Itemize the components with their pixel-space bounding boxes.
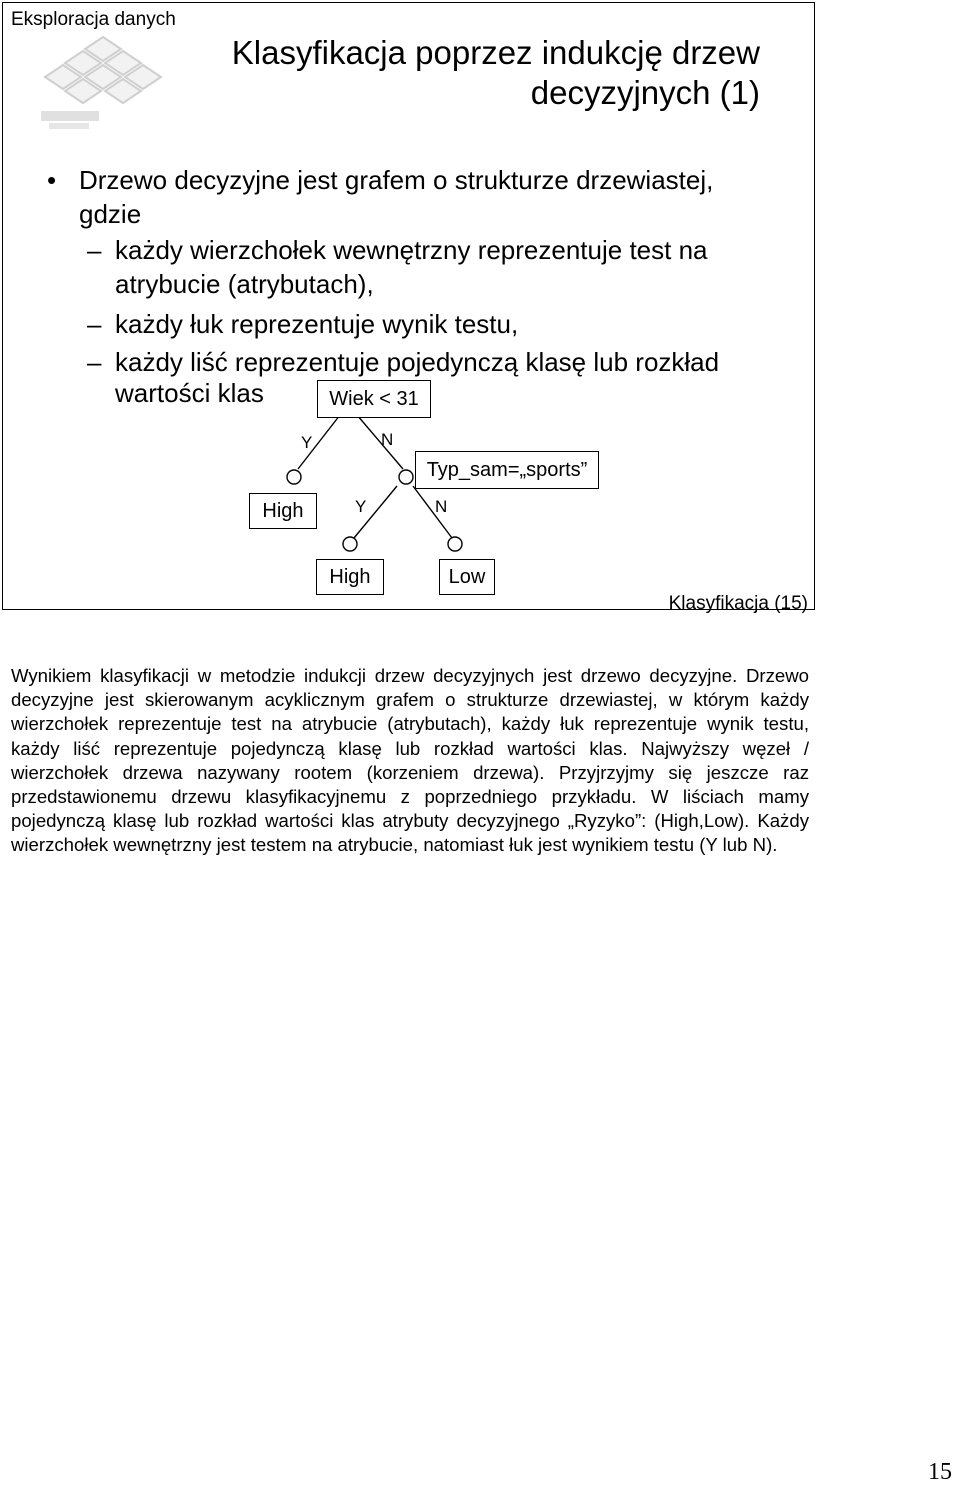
node-circle-right (448, 537, 462, 551)
header-label: Eksploracja danych (11, 9, 176, 30)
tree-leaf-left: High (249, 493, 317, 529)
tree-root-node: Wiek < 31 (317, 380, 431, 418)
body-paragraph: Wynikiem klasyfikacji w metodzie indukcji drzew decyzyjnych jest drzewo decyzyjne. Drzewo decyzyjne jest skierowanym acyklicznym grafem o strukturze drzewiastej, w którym każdy wierzchołek reprezentuje test na atrybucie (atrybutach), każdy łuk reprezentuje wynik testu, każdy liść reprezentuje pojedynczą klasę lub rozkład wartości klas. Najwyższy węzeł / wierzchołek drzewa nazywany rootem (korzeniem drzewa). Przyjrzyjmy się jeszcze raz przedstawionemu drzewu klasyfikacyjnemu z poprzedniego przykładu. W liściach mamy pojedynczą klasę lub rozkład wartości klas atrybuty decyzyjnego „Ryzyko”: (High,Low). Każdy wierzchołek wewnętrzny jest testem na atrybucie, natomiast łuk jest wynikiem testu (Y lub N). (11, 665, 809, 856)
dash-3: – (87, 347, 102, 377)
inner-no-label: N (435, 497, 448, 516)
subitem-1-line-2: atrybucie (atrybutach), (115, 269, 374, 299)
bullet-dot: • (47, 165, 57, 195)
decision-tree-edges (3, 3, 816, 611)
slide-content (3, 3, 814, 609)
node-circle-left (287, 470, 301, 484)
tree-leaf-right: Low (439, 559, 495, 595)
node-circle-mid (343, 537, 357, 551)
subitem-2-line-1: każdy łuk reprezentuje wynik testu, (115, 309, 519, 339)
root-yes-label: Y (301, 433, 313, 452)
dash-2: – (87, 309, 102, 339)
slide-caption: Klasyfikacja (15) (668, 593, 808, 614)
subitem-3-line-2: wartości klas (115, 378, 264, 408)
tree-leaf-mid: High (316, 559, 384, 595)
bullet-line-2: gdzie (79, 199, 142, 229)
subitem-3-line-1: każdy liść reprezentuje pojedynczą klasę lub rozkład (115, 347, 720, 377)
dash-1: – (87, 235, 102, 265)
node-circle-inner (399, 470, 413, 484)
title-line-1: Klasyfikacja poprzez indukcję drzew (231, 34, 760, 71)
edge-root-no (357, 415, 403, 469)
title-line-2: decyzyjnych (1) (530, 74, 760, 111)
subitem-1-line-1: każdy wierzchołek wewnętrzny reprezentuje test na (115, 235, 708, 265)
tree-inner-node: Typ_sam=„sports” (415, 451, 599, 489)
root-no-label: N (381, 430, 394, 449)
inner-yes-label: Y (355, 497, 367, 516)
slide-frame (2, 2, 815, 614)
page-number: 15 (928, 1459, 952, 1485)
bullet-line-1: Drzewo decyzyjne jest grafem o strukturze drzewiastej, (79, 165, 714, 195)
